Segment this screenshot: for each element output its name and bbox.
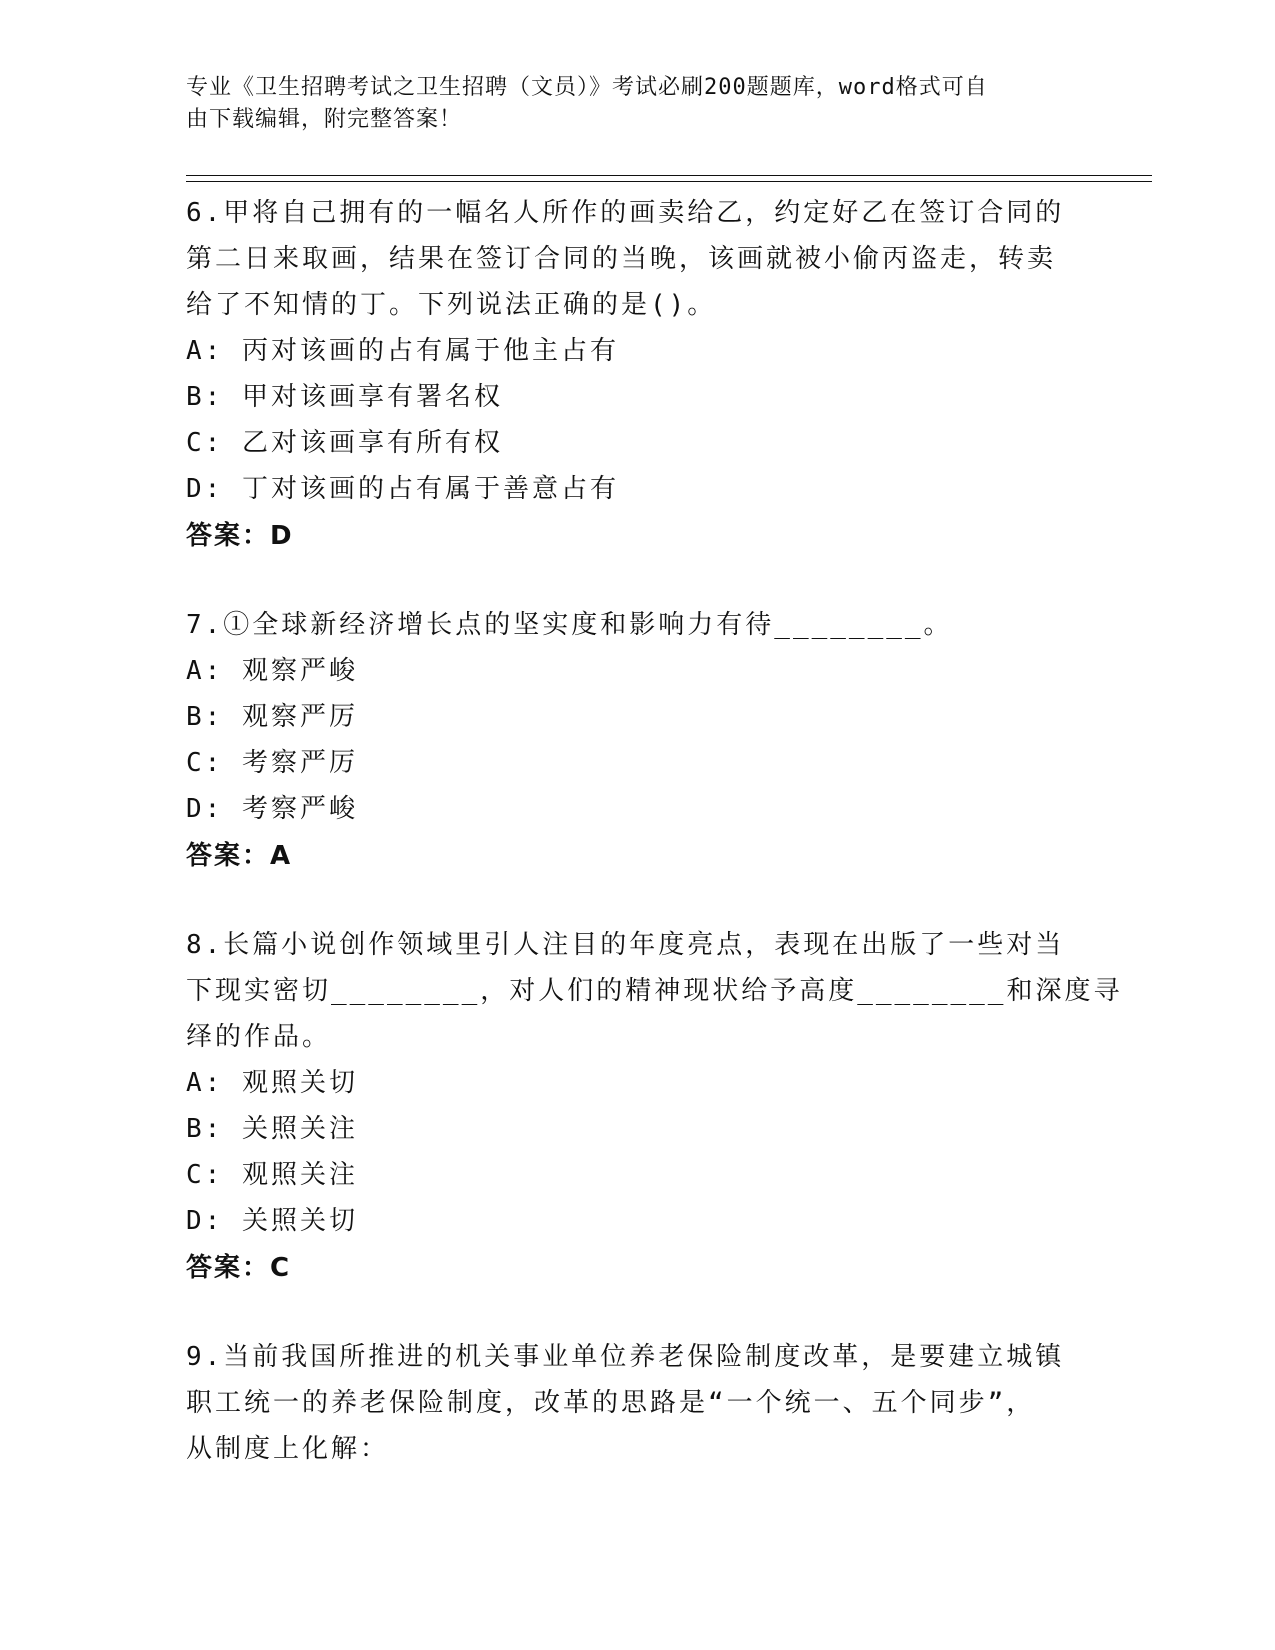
option-c: C: 观照关注 (186, 1160, 358, 1190)
question-text-line: 从制度上化解： (186, 1434, 390, 1464)
header-title-line-1: 专业《卫生招聘考试之卫生招聘（文员）》考试必刷200题题库，word格式可自 (186, 75, 988, 100)
question-spacer (186, 560, 1086, 602)
question-6 (186, 190, 1086, 560)
question-text-line: 绎的作品。 (186, 1022, 332, 1052)
question-list (186, 190, 1123, 1472)
option-a: A: 观察严峻 (186, 656, 358, 686)
header-divider-top (186, 175, 1152, 176)
option-b: B: 关照关注 (186, 1114, 358, 1144)
option-d: D: 关照关切 (186, 1206, 358, 1236)
question-spacer (186, 880, 1086, 922)
question-text-line: 8.长篇小说创作领域里引人注目的年度亮点，表现在出版了一些对当 (186, 930, 1065, 960)
question-7 (186, 602, 1086, 880)
question-text-line: 9.当前我国所推进的机关事业单位养老保险制度改革，是要建立城镇 (186, 1342, 1065, 1372)
option-c: C: 乙对该画享有所有权 (186, 428, 503, 458)
question-text-line: 给了不知情的丁。下列说法正确的是()。 (186, 290, 717, 320)
option-d: D: 考察严峻 (186, 794, 358, 824)
option-b: B: 观察严厉 (186, 702, 358, 732)
question-9 (186, 1334, 1086, 1472)
option-d: D: 丁对该画的占有属于善意占有 (186, 474, 619, 504)
question-text-line: 6.甲将自己拥有的一幅名人所作的画卖给乙，约定好乙在签订合同的 (186, 198, 1065, 228)
answer-label: 答案：C (186, 1253, 292, 1283)
question-8 (186, 922, 1123, 1292)
option-b: B: 甲对该画享有署名权 (186, 382, 503, 412)
question-text-line: 下现实密切________，对人们的精神现状给予高度________和深度寻 (186, 976, 1123, 1006)
question-text-line: 第二日来取画，结果在签订合同的当晚，该画就被小偷丙盗走，转卖 (186, 244, 1057, 274)
question-spacer (186, 1292, 1086, 1334)
question-text-line: 7.①全球新经济增长点的坚实度和影响力有待________。 (186, 610, 953, 640)
option-a: A: 观照关切 (186, 1068, 358, 1098)
answer-label: 答案：D (186, 521, 294, 551)
header-title-line-2: 由下载编辑，附完整答案！ (186, 107, 463, 132)
question-text-line: 职工统一的养老保险制度，改革的思路是“一个统一、五个同步”， (186, 1388, 1036, 1418)
option-c: C: 考察严厉 (186, 748, 358, 778)
answer-label: 答案：A (186, 841, 293, 871)
document-header (186, 72, 1066, 136)
option-a: A: 丙对该画的占有属于他主占有 (186, 336, 619, 366)
header-divider-bottom (186, 181, 1152, 182)
